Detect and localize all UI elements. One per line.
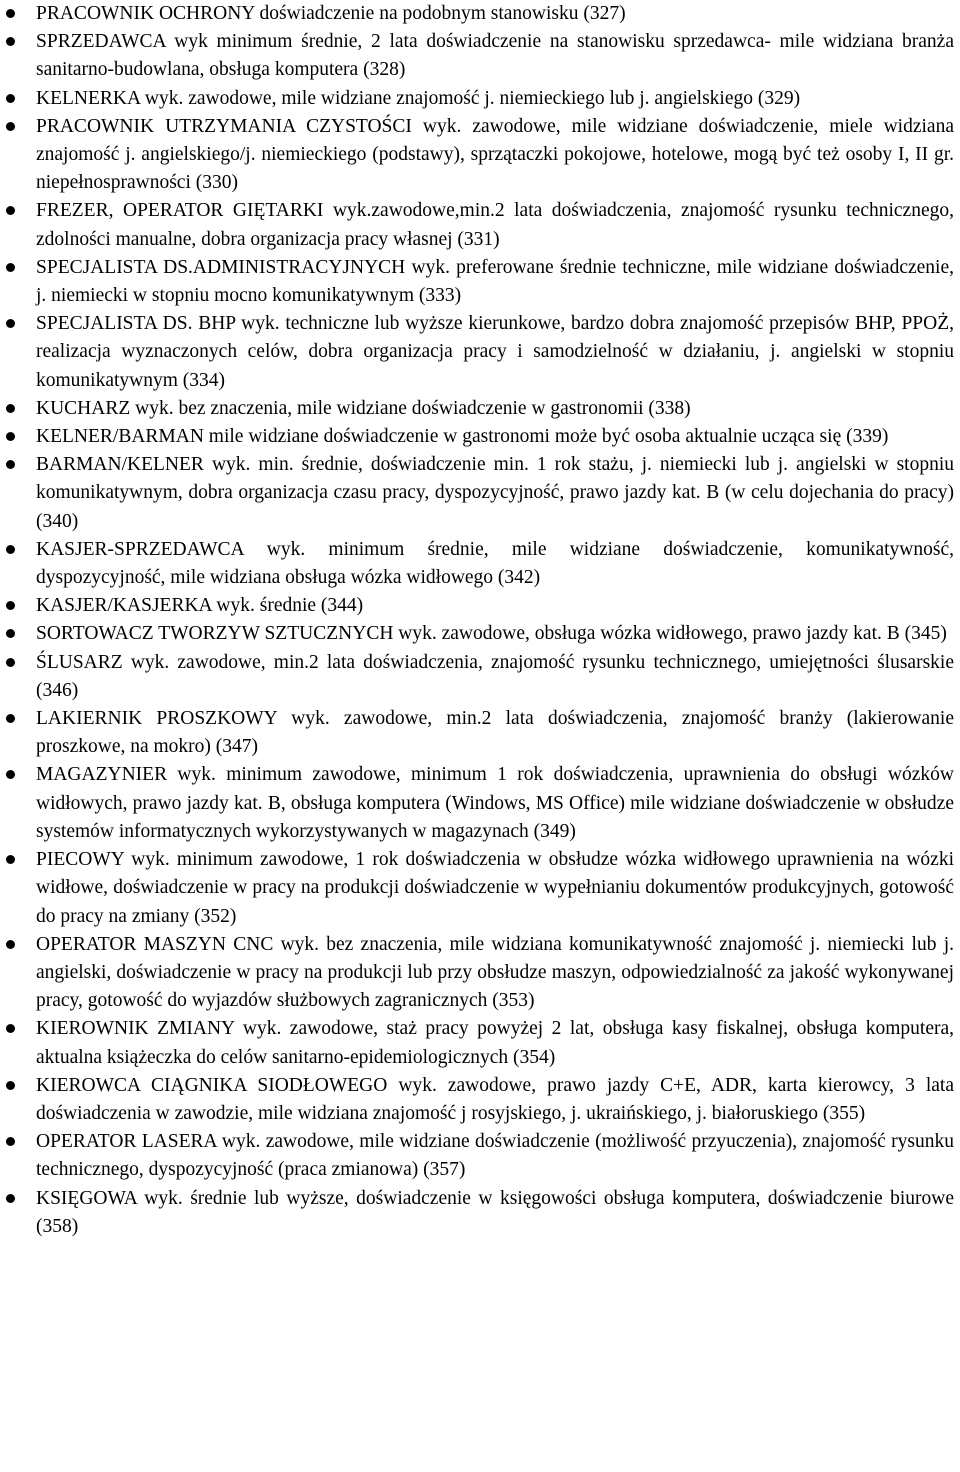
bullet-icon: [6, 263, 15, 272]
job-offer-item: [0, 705, 954, 761]
job-offer-item: [0, 28, 954, 84]
bullet-icon: [6, 206, 15, 215]
bullet-icon: [6, 714, 15, 723]
bullet-icon: [6, 658, 15, 667]
job-offer-text: FREZER, OPERATOR GIĘTARKI wyk.zawodowe,min.2 lata doświadczenia, znajomość rysunku technicznego, zdolności manualne, dobra organizacja pracy własnej (331): [36, 200, 954, 250]
job-offer-text: KELNERKA wyk. zawodowe, mile widziane znajomość j. niemieckiego lub j. angielskiego (329): [36, 87, 801, 109]
job-offer-item: [0, 620, 954, 648]
bullet-icon: [6, 319, 15, 328]
job-offer-item: [0, 254, 954, 310]
job-offer-text: KASJER/KASJERKA wyk. średnie (344): [36, 595, 364, 617]
bullet-icon: [6, 1137, 15, 1146]
job-offer-item: [0, 197, 954, 253]
job-offer-item: [0, 423, 954, 451]
bullet-icon: [6, 940, 15, 949]
bullet-icon: [6, 37, 15, 46]
job-offer-text: SPECJALISTA DS.ADMINISTRACYJNYCH wyk. preferowane średnie techniczne, mile widziane doświadczenie, j. niemiecki w stopniu mocno komunikatywnym (333): [36, 256, 954, 307]
job-offer-item: [0, 85, 954, 113]
job-offer-item: [0, 1072, 954, 1128]
bullet-icon: [6, 1024, 15, 1033]
bullet-icon: [6, 770, 15, 779]
job-offer-text: KELNER/BARMAN mile widziane doświadczenie w gastronomi może być osoba aktualnie ucząca się (339): [36, 426, 889, 448]
job-offer-text: ŚLUSARZ wyk. zawodowe, min.2 lata doświadczenia, znajomość rysunku technicznego, umiejętności ślusarskie (346): [36, 651, 954, 701]
job-offer-text: KIEROWCA CIĄGNIKA SIODŁOWEGO wyk. zawodowe, prawo jazdy C+E, ADR, karta kierowcy, 3 lata doświadczenia w zawodzie, mile widziana znajomość j rosyjskiego, j. ukraińskiego, j. białoruskiego (355): [36, 1074, 954, 1124]
bullet-icon: [6, 629, 15, 638]
job-offer-item: [0, 761, 954, 846]
job-offer-text: SORTOWACZ TWORZYW SZTUCZNYCH wyk. zawodowe, obsługa wózka widłowego, prawo jazdy kat. B (345): [36, 623, 947, 645]
bullet-icon: [6, 122, 15, 131]
bullet-icon: [6, 1194, 15, 1203]
job-offer-text: LAKIERNIK PROSZKOWY wyk. zawodowe, min.2 lata doświadczenia, znajomość branży (lakierowanie proszkowe, na mokro) (347): [36, 708, 954, 758]
job-offer-item: [0, 846, 954, 931]
job-offer-item: [0, 0, 954, 28]
job-offer-text: SPECJALISTA DS. BHP wyk. techniczne lub wyższe kierunkowe, bardzo dobra znajomość przepisów BHP, PPOŻ, realizacja wyznaczonych celów, dobra organizacja pracy i samodzielność w działaniu, j. angielski w stopniu komunikatywnym (334): [36, 313, 954, 391]
job-offer-item: [0, 649, 954, 705]
job-offer-text: BARMAN/KELNER wyk. min. średnie, doświadczenie min. 1 rok stażu, j. niemiecki lub j. angielski w stopniu komunikatywnym, dobra organizacja czasu pracy, dyspozycyjność, prawo jazdy kat. B (w celu dojechania do pracy) (340): [36, 454, 954, 532]
bullet-icon: [6, 601, 15, 610]
job-offer-text: PRACOWNIK UTRZYMANIA CZYSTOŚCI wyk. zawodowe, mile widziane doświadczenie, miele widziana znajomość j. angielskiego/j. niemieckiego (podstawy), sprzątaczki pokojowe, hotelowe, mogą być też osoby I, II gr. niepełnosprawności (330): [36, 115, 954, 194]
job-offer-item: [0, 113, 954, 198]
job-offer-item: [0, 395, 954, 423]
job-offer-item: [0, 1128, 954, 1184]
bullet-icon: [6, 9, 15, 18]
job-offer-text: MAGAZYNIER wyk. minimum zawodowe, minimum 1 rok doświadczenia, uprawnienia do obsługi wózków widłowych, prawo jazdy kat. B, obsługa komputera (Windows, MS Office) mile widziane doświadczenie w obsłudze systemów informatycznych wykorzystywanych w magazynach (349): [36, 764, 954, 842]
bullet-icon: [6, 94, 15, 103]
bullet-icon: [6, 855, 15, 864]
job-offer-item: [0, 536, 954, 592]
job-offer-text: PIECOWY wyk. minimum zawodowe, 1 rok doświadczenia w obsłudze wózka widłowego uprawnienia na wózki widłowe, doświadczenie w pracy na produkcji doświadczenie w wypełnianiu dokumentów produkcyjnych, gotowość do pracy na zmiany (352): [36, 849, 954, 927]
job-offer-text: KASJER-SPRZEDAWCA wyk. minimum średnie, mile widziane doświadczenie, komunikatywność, dyspozycyjność, mile widziana obsługa wózka widłowego (342): [36, 538, 954, 589]
bullet-icon: [6, 545, 15, 554]
job-offer-text: OPERATOR LASERA wyk. zawodowe, mile widziane doświadczenie (możliwość przyuczenia), znajomość rysunku technicznego, dyspozycyjność (praca zmianowa) (357): [36, 1131, 954, 1181]
bullet-icon: [6, 432, 15, 441]
job-offer-text: SPRZEDAWCA wyk minimum średnie, 2 lata doświadczenie na stanowisku sprzedawca- mile widziana branża sanitarno-budowlana, obsługa komputera (328): [36, 31, 954, 81]
job-offer-text: OPERATOR MASZYN CNC wyk. bez znaczenia, mile widziana komunikatywność znajomość j. niemiecki lub j. angielski, doświadczenie w pracy na produkcji lub przy obsłudze maszyn, odpowiedzialność za jakość wykonywanej pracy, gotowość do wyjazdów służbowych zagranicznych (353): [36, 933, 954, 1012]
job-offer-item: [0, 1015, 954, 1071]
job-offer-item: [0, 592, 954, 620]
job-offer-item: [0, 310, 954, 395]
bullet-icon: [6, 404, 15, 413]
job-offer-text: PRACOWNIK OCHRONY doświadczenie na podobnym stanowisku (327): [36, 3, 626, 24]
job-offer-text: KIEROWNIK ZMIANY wyk. zawodowe, staż pracy powyżej 2 lat, obsługa kasy fiskalnej, obsługa komputera, aktualna książeczka do celów sanitarno-epidemiologicznych (354): [36, 1018, 954, 1068]
job-offer-item: [0, 451, 954, 536]
job-offer-item: [0, 1185, 954, 1241]
job-offer-text: KSIĘGOWA wyk. średnie lub wyższe, doświadczenie w księgowości obsługa komputera, doświadczenie biurowe (358): [36, 1187, 954, 1237]
job-offer-item: [0, 931, 954, 1016]
job-offer-text: KUCHARZ wyk. bez znaczenia, mile widziane doświadczenie w gastronomii (338): [36, 397, 691, 419]
bullet-icon: [6, 460, 15, 469]
bullet-icon: [6, 1081, 15, 1090]
